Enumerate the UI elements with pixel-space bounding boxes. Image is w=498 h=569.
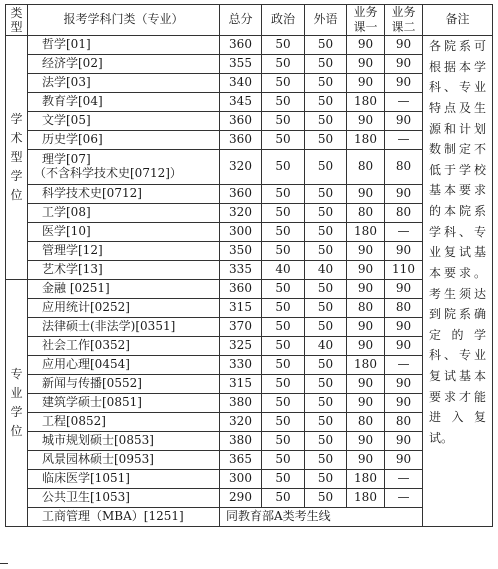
subject-name: 理学[07]: [42, 152, 91, 167]
foreign-cell: 50: [305, 356, 347, 375]
subject-cell: 文学[05]: [28, 112, 220, 131]
total-cell: 320: [220, 150, 262, 185]
subject-cell: 历史学[06]: [28, 131, 220, 150]
course2-cell: 90: [385, 337, 423, 356]
total-cell: 320: [220, 413, 262, 432]
table-row: [6, 356, 493, 375]
table-row: [6, 451, 493, 470]
category-label: 学术型学位: [10, 111, 23, 203]
subject-cell: 工学[08]: [28, 204, 220, 223]
subject-cell: 新闻与传播[0552]: [28, 375, 220, 394]
header-row: [6, 5, 493, 36]
course2-cell: —: [385, 356, 423, 375]
politics-cell: 50: [262, 356, 305, 375]
foreign-cell: 50: [305, 451, 347, 470]
course1-cell: 80: [347, 204, 385, 223]
course1-cell: 80: [347, 150, 385, 185]
course2-cell: 90: [385, 432, 423, 451]
course1-cell: 180: [347, 131, 385, 150]
table-row: [6, 112, 493, 131]
table-row: [6, 93, 493, 112]
subject-cell: 艺术学[13]: [28, 261, 220, 280]
total-cell: 335: [220, 261, 262, 280]
course1-cell: 180: [347, 223, 385, 242]
score-table: [5, 4, 493, 527]
header-category: 类型: [6, 5, 28, 36]
politics-cell: 50: [262, 280, 305, 299]
subject-cell: 建筑学硕士[0851]: [28, 394, 220, 413]
course2-cell: —: [385, 223, 423, 242]
foreign-cell: 50: [305, 470, 347, 489]
course1-cell: 80: [347, 413, 385, 432]
table-row: [6, 489, 493, 508]
course2-cell: 90: [385, 36, 423, 55]
total-cell: 365: [220, 451, 262, 470]
table-row: [6, 299, 493, 318]
course1-cell: 90: [347, 432, 385, 451]
course1-cell: 90: [347, 185, 385, 204]
politics-cell: 50: [262, 93, 305, 112]
foreign-cell: 50: [305, 93, 347, 112]
total-cell: 320: [220, 204, 262, 223]
header-total: 总分: [220, 5, 262, 36]
total-cell: 325: [220, 337, 262, 356]
politics-cell: 50: [262, 375, 305, 394]
foreign-cell: 50: [305, 74, 347, 93]
subject-cell: 社会工作[0352]: [28, 337, 220, 356]
foreign-cell: 50: [305, 394, 347, 413]
politics-cell: 50: [262, 131, 305, 150]
course1-cell: 180: [347, 489, 385, 508]
table-row: [6, 318, 493, 337]
politics-cell: 50: [262, 299, 305, 318]
foreign-cell: 50: [305, 150, 347, 185]
course2-cell: 80: [385, 204, 423, 223]
table-row: [6, 432, 493, 451]
course2-cell: 90: [385, 112, 423, 131]
course2-cell: 90: [385, 318, 423, 337]
foreign-cell: 50: [305, 432, 347, 451]
score-table-body: [6, 36, 493, 527]
politics-cell: 50: [262, 185, 305, 204]
subject-cell: 临床医学[1051]: [28, 470, 220, 489]
foreign-cell: 50: [305, 131, 347, 150]
course1-cell: 180: [347, 93, 385, 112]
foreign-cell: 40: [305, 261, 347, 280]
table-row: [6, 131, 493, 150]
total-cell: 360: [220, 36, 262, 55]
header-course1: 业务课一: [347, 5, 385, 36]
total-cell: 315: [220, 299, 262, 318]
foreign-cell: 50: [305, 280, 347, 299]
table-row: [6, 337, 493, 356]
politics-cell: 50: [262, 204, 305, 223]
course2-cell: 80: [385, 150, 423, 185]
politics-cell: 50: [262, 432, 305, 451]
table-row: [6, 36, 493, 55]
total-cell: 300: [220, 470, 262, 489]
course2-cell: 90: [385, 185, 423, 204]
course1-cell: 90: [347, 318, 385, 337]
total-cell: 345: [220, 93, 262, 112]
politics-cell: 50: [262, 55, 305, 74]
category-professional: [6, 280, 28, 527]
course2-cell: 90: [385, 280, 423, 299]
politics-cell: 50: [262, 74, 305, 93]
course2-cell: 80: [385, 413, 423, 432]
course1-cell: 90: [347, 74, 385, 93]
table-row: [6, 470, 493, 489]
course1-cell: 180: [347, 470, 385, 489]
course2-cell: 90: [385, 242, 423, 261]
course1-cell: 90: [347, 36, 385, 55]
politics-cell: 50: [262, 470, 305, 489]
table-row: [6, 280, 493, 299]
subject-cell: 城市规划硕士[0853]: [28, 432, 220, 451]
subject-cell: 法学[03]: [28, 74, 220, 93]
course2-cell: 110: [385, 261, 423, 280]
foreign-cell: 50: [305, 318, 347, 337]
foreign-cell: 40: [305, 337, 347, 356]
politics-cell: 50: [262, 242, 305, 261]
total-cell: 350: [220, 242, 262, 261]
politics-cell: 50: [262, 337, 305, 356]
foreign-cell: 50: [305, 489, 347, 508]
subject-cell: 法律硕士(非法学)[0351]: [28, 318, 220, 337]
total-cell: 330: [220, 356, 262, 375]
total-cell: 360: [220, 112, 262, 131]
foreign-cell: 50: [305, 299, 347, 318]
subject-cell: 教育学[04]: [28, 93, 220, 112]
table-row: [6, 242, 493, 261]
course1-cell: 90: [347, 112, 385, 131]
total-cell: 380: [220, 432, 262, 451]
score-table-wrapper: [5, 4, 493, 527]
subject-name-note: （不含科学技术史[0712]）: [34, 166, 182, 180]
subject-cell: 工商管理（MBA）[1251]: [28, 508, 220, 527]
total-cell: 360: [220, 185, 262, 204]
course1-cell: 90: [347, 451, 385, 470]
course1-cell: 180: [347, 356, 385, 375]
course1-cell: 90: [347, 242, 385, 261]
header-note: 备注: [423, 5, 493, 36]
subject-cell: 应用心理[0454]: [28, 356, 220, 375]
course1-cell: 90: [347, 394, 385, 413]
foreign-cell: 50: [305, 204, 347, 223]
bottom-line-fragment: [0, 563, 8, 564]
politics-cell: 40: [262, 261, 305, 280]
subject-cell: 哲学[01]: [28, 36, 220, 55]
course2-cell: —: [385, 470, 423, 489]
table-row: [6, 55, 493, 74]
total-cell: 380: [220, 394, 262, 413]
foreign-cell: 50: [305, 223, 347, 242]
politics-cell: 50: [262, 223, 305, 242]
subject-cell: 工程[0852]: [28, 413, 220, 432]
table-row: [6, 261, 493, 280]
politics-cell: 50: [262, 394, 305, 413]
subject-cell: 公共卫生[1053]: [28, 489, 220, 508]
table-row: [6, 185, 493, 204]
total-cell: 355: [220, 55, 262, 74]
total-cell: 290: [220, 489, 262, 508]
table-row: [6, 223, 493, 242]
course2-cell: 90: [385, 74, 423, 93]
table-row: [6, 74, 493, 93]
course2-cell: 90: [385, 375, 423, 394]
table-row: [6, 375, 493, 394]
table-row: [6, 413, 493, 432]
course1-cell: 80: [347, 299, 385, 318]
total-cell: 315: [220, 375, 262, 394]
course2-cell: 90: [385, 451, 423, 470]
header-course2: 业务课二: [385, 5, 423, 36]
total-cell: 360: [220, 131, 262, 150]
course2-cell: —: [385, 93, 423, 112]
foreign-cell: 50: [305, 112, 347, 131]
course1-cell: 90: [347, 261, 385, 280]
total-cell: 360: [220, 280, 262, 299]
politics-cell: 50: [262, 112, 305, 131]
course2-cell: 90: [385, 55, 423, 74]
subject-cell: 医学[10]: [28, 223, 220, 242]
subject-cell: [28, 150, 220, 185]
category-label: 专业学位: [10, 366, 23, 439]
politics-cell: 50: [262, 451, 305, 470]
course1-cell: 90: [347, 55, 385, 74]
foreign-cell: 50: [305, 55, 347, 74]
subject-cell: 应用统计[0252]: [28, 299, 220, 318]
politics-cell: 50: [262, 413, 305, 432]
foreign-cell: 50: [305, 242, 347, 261]
course2-cell: 90: [385, 394, 423, 413]
subject-cell: 金融 [0251]: [28, 280, 220, 299]
course2-cell: —: [385, 131, 423, 150]
mba-requirement-cell: 同教育部A类考生线: [220, 508, 423, 527]
subject-cell: 经济学[02]: [28, 55, 220, 74]
course2-cell: 80: [385, 299, 423, 318]
course1-cell: 90: [347, 337, 385, 356]
foreign-cell: 50: [305, 36, 347, 55]
subject-cell: 科学技术史[0712]: [28, 185, 220, 204]
subject-cell: 管理学[12]: [28, 242, 220, 261]
course1-cell: 90: [347, 375, 385, 394]
subject-cell: 风景园林硕士[0953]: [28, 451, 220, 470]
remarks-cell: 各院系可根据本学科、专业特点及生源和计划数制定不低于学校基本要求的本院系学科、专业复试基本要求。考生须达到院系确定的学科、专业复试基本要求才能进入复试。: [423, 36, 493, 527]
course1-cell: 90: [347, 280, 385, 299]
category-academic: [6, 36, 28, 280]
header-politics: 政治: [262, 5, 305, 36]
total-cell: 300: [220, 223, 262, 242]
table-row-mba: [6, 508, 493, 527]
politics-cell: 50: [262, 36, 305, 55]
foreign-cell: 50: [305, 413, 347, 432]
total-cell: 370: [220, 318, 262, 337]
table-row: [6, 204, 493, 223]
header-foreign: 外语: [305, 5, 347, 36]
course2-cell: —: [385, 489, 423, 508]
table-row: [6, 150, 493, 185]
politics-cell: 50: [262, 489, 305, 508]
foreign-cell: 50: [305, 185, 347, 204]
header-subject: 报考学科门类（专业）: [28, 5, 220, 36]
foreign-cell: 50: [305, 375, 347, 394]
politics-cell: 50: [262, 318, 305, 337]
politics-cell: 50: [262, 150, 305, 185]
table-row: [6, 394, 493, 413]
total-cell: 340: [220, 74, 262, 93]
